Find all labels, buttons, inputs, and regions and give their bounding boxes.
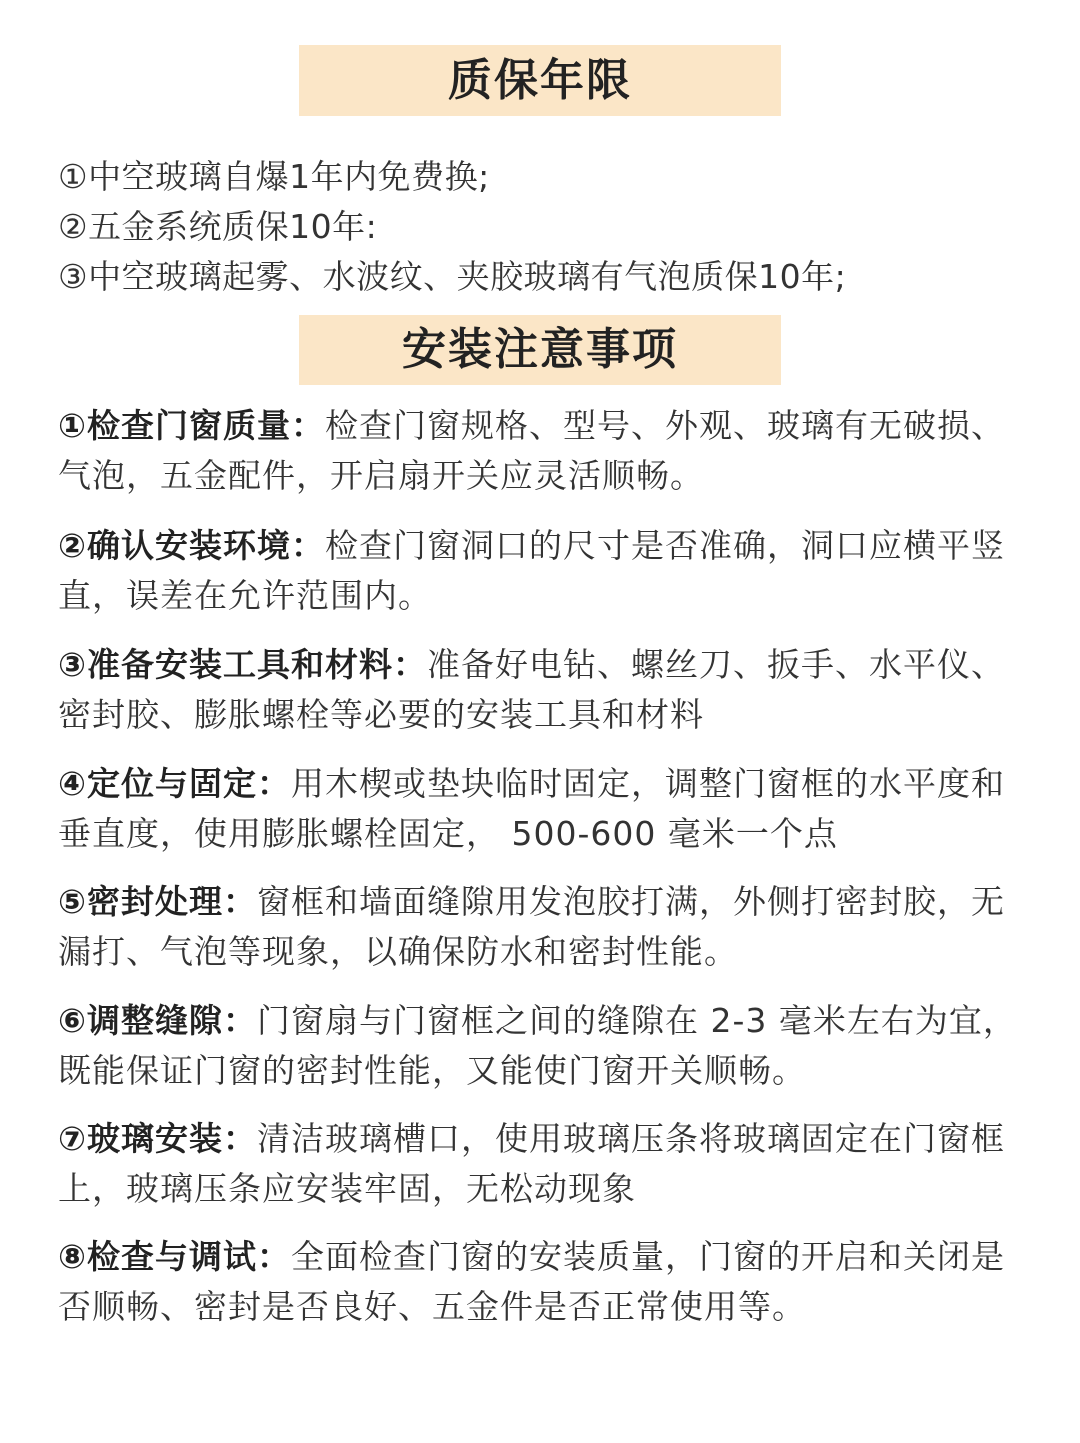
install-step <box>58 521 1023 621</box>
step-text: 准备好电钻、螺丝刀、扳手、水平仪、密封胶、膨胀螺栓等必要的安装工具和材料 <box>58 645 1005 734</box>
step-text: 用木楔或垫块临时固定，调整门窗框的水平度和垂直度，使用膨胀螺栓固定， 500-600 毫米一个点 <box>58 764 1005 853</box>
install-step <box>58 640 1023 740</box>
install-step <box>58 996 1023 1096</box>
step-title: ⑥调整缝隙： <box>58 1001 257 1040</box>
install-step <box>58 877 1023 977</box>
step-text: 全面检查门窗的安装质量，门窗的开启和关闭是否顺畅、密封是否良好、五金件是否正常使用等。 <box>58 1237 1005 1326</box>
step-title: ③准备安装工具和材料： <box>58 645 427 684</box>
step-title: ②确认安装环境： <box>58 526 325 565</box>
warranty-item: ②五金系统质保10年: <box>58 207 378 246</box>
install-step <box>58 1232 1023 1332</box>
warranty-section-title: 质保年限 <box>299 45 781 116</box>
step-title: ⑤密封处理： <box>58 882 257 921</box>
step-text: 门窗扇与门窗框之间的缝隙在 2-3 毫米左右为宜，既能保证门窗的密封性能，又能使门窗开关顺畅。 <box>58 1001 1017 1090</box>
step-title: ④定位与固定： <box>58 764 291 803</box>
step-text: 清洁玻璃槽口，使用玻璃压条将玻璃固定在门窗框上，玻璃压条应安装牢固，无松动现象 <box>58 1119 1005 1208</box>
warranty-item: ①中空玻璃自爆1年内免费换; <box>58 157 490 196</box>
step-title: ⑧检查与调试： <box>58 1237 291 1276</box>
step-title: ⑦玻璃安装： <box>58 1119 257 1158</box>
warranty-item: ③中空玻璃起雾、水波纹、夹胶玻璃有气泡质保10年; <box>58 257 847 296</box>
step-title: ①检查门窗质量： <box>58 406 325 445</box>
step-text: 检查门窗规格、型号、外观、玻璃有无破损、气泡，五金配件，开启扇开关应灵活顺畅。 <box>58 406 1005 495</box>
step-text: 窗框和墙面缝隙用发泡胶打满，外侧打密封胶，无漏打、气泡等现象，以确保防水和密封性能。 <box>58 882 1005 971</box>
install-step <box>58 1114 1023 1214</box>
install-section-title: 安装注意事项 <box>299 315 781 385</box>
install-step <box>58 401 1023 501</box>
install-step <box>58 759 1023 859</box>
step-text: 检查门窗洞口的尺寸是否准确，洞口应横平竖直，误差在允许范围内。 <box>58 526 1005 615</box>
warranty-list <box>58 152 1048 302</box>
